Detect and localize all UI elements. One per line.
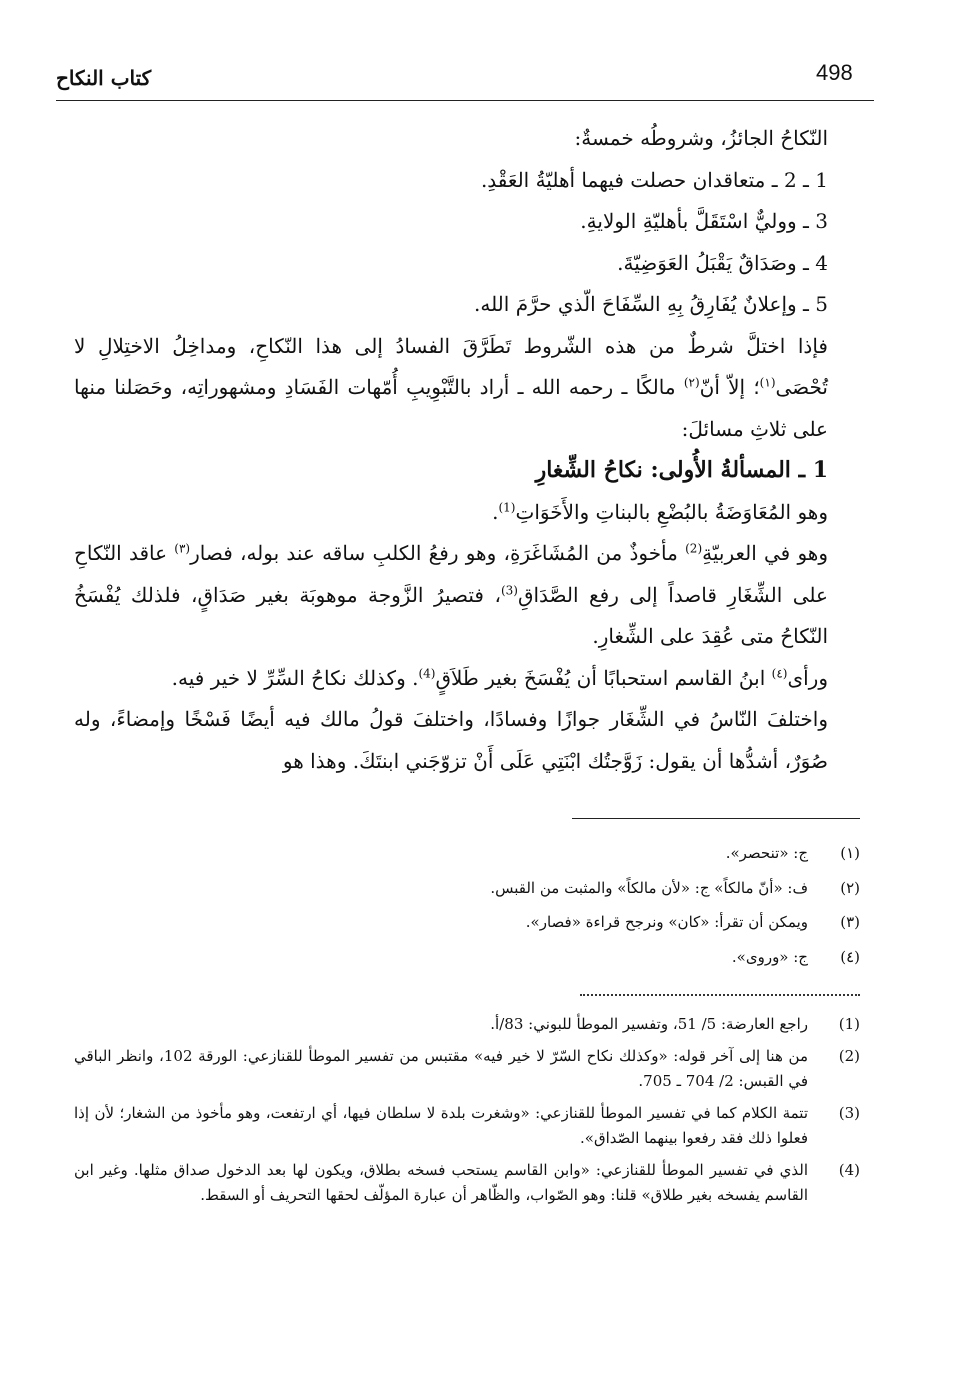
footnote <box>74 1012 860 1037</box>
footnote-number: (3) <box>838 1104 860 1122</box>
footnote-number: (٤) <box>840 947 860 966</box>
footnote-marker: (٤) <box>771 665 788 680</box>
footnote <box>74 905 860 940</box>
main-text <box>74 118 828 782</box>
footnote-number: (٢) <box>840 878 860 897</box>
footnote-number: (2) <box>838 1047 860 1065</box>
paragraph: واختلفَ النّاسُ في الشِّغَار جوازًا وفسادًا، واختلفَ قولُ مالك فيه أيضًا فَسْخًا وإمضاءً، وله صُوَرٌ، أشدُّها أن يقول: زَوَّجتُك ابْنَتِي عَلَى أَنْ تزوّجَني ابنتَكَ. وهذا هو <box>74 707 828 773</box>
text-run: ؛ إلاّ أنّ <box>699 375 760 399</box>
running-title: كتاب النكاح <box>56 66 152 90</box>
footnote-text: الذي في تفسير الموطأ للقنازعي: «وابن القاسم يستحب فسخه بطلاق، ويكون لها بعد الدخول صداق مثلها. وغير ابن القاسم يفسخه بغير طلاق» قلنا: وهو الصّواب، والظّاهر أن عبارة المؤلّف لحقها التحريف أو السقط. <box>74 1161 808 1204</box>
footnote-number: (٣) <box>840 913 860 931</box>
paragraph <box>74 533 828 658</box>
footnote-marker: (٣) <box>174 541 191 556</box>
section-heading: 1 ـ المسألةُ الأُولى: نكاحُ الشِّغارِ <box>535 457 828 483</box>
text-run: مالكًا ـ رحمه الله ـ أراد بالتَّبْوِيبِ أُمّهات الفَسَادِ ومشهوراتِه، وحَصَلنا منها على ثلاثِ مسائلَ: <box>74 375 828 441</box>
page-number: 498 <box>816 60 853 85</box>
text-run: . وكذلك نكاحُ السِّرِّ لا خير فيه. <box>171 665 419 690</box>
text-run: ، فتصيرُ الزَّوجة موهوبَة بغير صَدَاقٍ، فلذلك يُفْسَخُ النّكاحُ متى عُقِدَ على الشِّغارِ. <box>74 582 828 648</box>
text-run: ورأى <box>787 665 828 690</box>
page-header <box>56 56 874 101</box>
footnote-text: من هنا إلى آخر قوله: «وكذلك نكاح السّرّ لا خير فيه» مقتبس من تفسير الموطأ للقنازعي: الورقة 102، وانظر الباقي في القبس: 2/ 704 ـ 705. <box>74 1047 808 1090</box>
footnote <box>74 836 860 871</box>
paragraph <box>74 658 828 700</box>
intro-line: النّكاحُ الجائزُ، وشروطُه خمسةٌ: <box>574 126 828 150</box>
text-run: وهو المُعَاوَضَةُ بالبُضْعِ بالبناتِ والأَخَوَاتِ <box>515 499 828 524</box>
footnote-number: (4) <box>838 1161 860 1179</box>
source-footnotes <box>74 1012 860 1215</box>
footnote-marker: (4) <box>418 665 436 680</box>
footnote-text: ج: «وروى». <box>731 947 808 966</box>
footnote <box>74 1101 860 1151</box>
footnote-text: راجع العارضة: 5/ 51، وتفسير الموطأ للبوني: 83/أ. <box>490 1015 808 1033</box>
condition-item: 4 ـ وصَدَاقٌ يَقْبَلُ العَوَضِيّةَ. <box>617 250 828 275</box>
footnote-text: ج: «تنحصر». <box>725 844 808 862</box>
footnote-number: (1) <box>838 1015 860 1033</box>
footnote <box>74 1044 860 1094</box>
condition-item: 3 ـ ووليٌّ اسْتَقَلَّ بأهليّةِ الولايةِ. <box>580 209 828 233</box>
footnote-marker: (3) <box>500 582 518 597</box>
text-run: مأخوذٌ من المُشَاغَرَةِ، وهو رفعُ الكلبِ ساقه عند بوله، فصار <box>190 541 686 565</box>
dotted-separator <box>580 994 860 996</box>
paragraph <box>74 326 828 451</box>
condition-item: 1 ـ 2 ـ متعاقدان حصلت فيهما أهليّةُ العَقْدِ. <box>480 167 828 192</box>
footnote-text: ف: «أنّ مالكاً» ج: «لأن مالكاً» والمثبت من القبس. <box>490 878 808 897</box>
footnote <box>74 871 860 906</box>
footnote <box>74 1158 860 1208</box>
footnote-number: (١) <box>840 844 860 862</box>
footnote-marker: (٢) <box>683 375 700 390</box>
paragraph <box>74 492 828 534</box>
footnote-marker: (١) <box>759 375 776 390</box>
text-run: عاقد النّكاحِ على الشِّغَارِ قاصداً إلى رفع الصَّدَاقِ <box>74 541 828 607</box>
footnote-marker: (1) <box>498 499 516 514</box>
footnote <box>74 940 860 975</box>
footnote-separator <box>572 818 860 819</box>
text-run: ابنُ القاسم استحبابًا أن يُفْسَخَ بغير طَلاَقٍ <box>435 665 772 690</box>
text-run: وهو في العربيّةِ <box>702 541 829 565</box>
footnote-text: ويمكن أن تقرأ: «كان» ونرجح قراءة «فصار». <box>525 913 808 931</box>
footnote-marker: (2) <box>685 541 703 556</box>
text-run: فإذا اختلَّ شرطٌ من هذه الشّروط تَطَرَّقَ الفسادُ إلى هذا النّكاحِ، ومداخِلُ الاختِلالِ لا تُحْصَى <box>74 333 828 399</box>
text-run: . <box>492 499 499 524</box>
footnote-text: تتمة الكلام كما في تفسير الموطأ للقنازعي: «وشغرت بلدة لا سلطان فيها، أي ارتفعت، وهو مأخوذ من الشغار؛ لأن إذا فعلوا ذلك فقد رفعوا بينهما الصّداق». <box>74 1104 808 1147</box>
variant-footnotes <box>74 836 860 974</box>
condition-item: 5 ـ وإعلانٌ يُفَارِقُ بِهِ السِّفَاحَ الّذي حرَّمَ الله. <box>473 292 828 316</box>
